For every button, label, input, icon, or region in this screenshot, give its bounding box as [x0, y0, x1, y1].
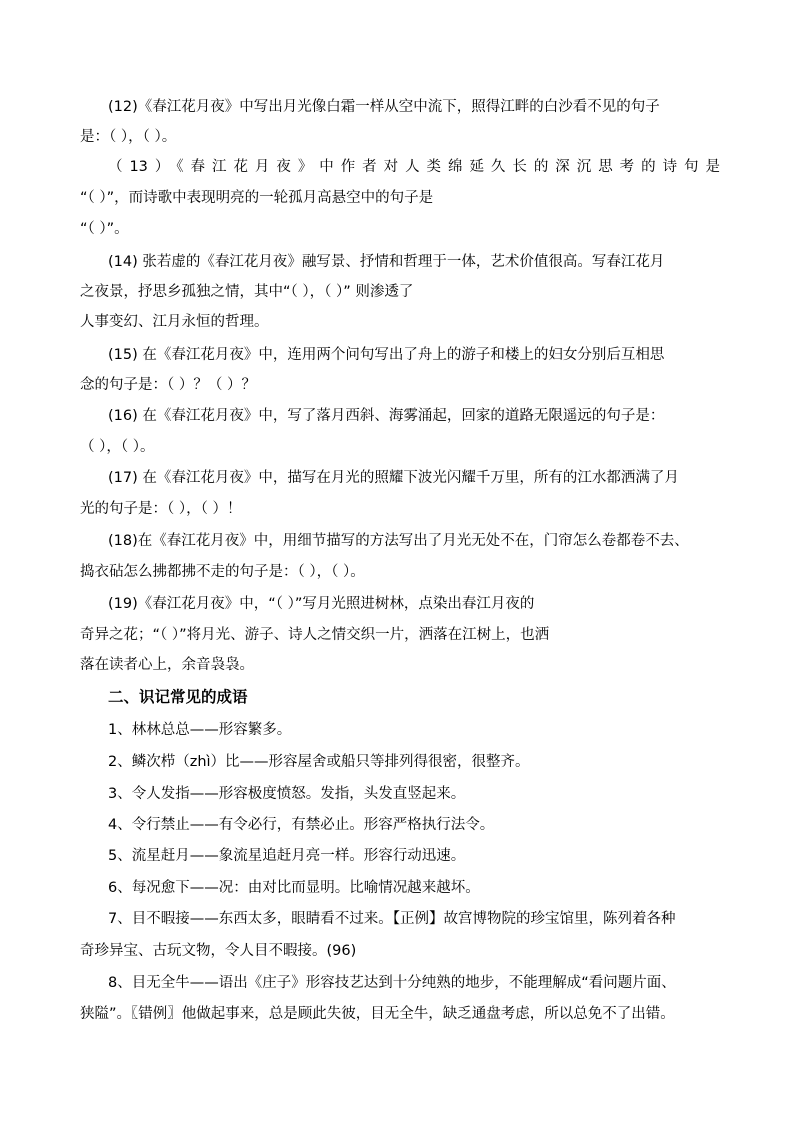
idiom-7-line-1: 7、目不暇接——东西太多，眼睛看不过来。【正例】故宫博物院的珍宝馆里，陈列着各种 — [108, 911, 676, 927]
section-heading-idioms: 二、识记常见的成语 — [108, 688, 248, 706]
q13-line-1: （13）《春江花月夜》中作者对人类绵延久长的深沉思考的诗句是 — [108, 159, 720, 175]
q16-line-2: （ ），（ ）。 — [80, 439, 155, 455]
q18-line-2: 捣衣砧怎么拂都拂不走的句子是：（ ），（ ）。 — [80, 564, 365, 580]
q16-line-1: (16) 在《春江花月夜》中，写了落月西斜、海雾涌起，回家的道路无限遥远的句子是： — [108, 408, 665, 424]
idiom-6: 6、每况愈下——况：由对比而显明。比喻情况越来越坏。 — [108, 880, 480, 896]
q19-line-3: 落在读者心上，余音袅袅。 — [80, 657, 254, 673]
q14-line-2: 之夜景，抒思乡孤独之情，其中“（ ），（ ）” 则渗透了 — [80, 284, 414, 300]
q15-line-1: (15) 在《春江花月夜》中，连用两个问句写出了舟上的游子和楼上的妇女分别后互相思 — [108, 347, 665, 363]
q12-line-2: 是：（ ），（ ）。 — [80, 129, 177, 145]
q12-line-1: (12)《春江花月夜》中写出月光像白霜一样从空中流下，照得江畔的白沙看不见的句子 — [108, 99, 660, 115]
q13-line-3: “（ ）”。 — [80, 221, 129, 237]
idiom-7-line-2: 奇珍异宝、古玩文物，令人目不暇接。(96) — [80, 943, 357, 959]
idiom-8-line-1: 8、目无全牛——语出《庄子》形容技艺达到十分纯熟的地步，不能理解成“看问题片面、 — [108, 975, 676, 991]
q14-line-1: (14) 张若虚的《春江花月夜》融写景、抒情和哲理于一体，艺术价值很高。写春江花月 — [108, 254, 665, 270]
q13-line-2: “（ ）”，而诗歌中表现明亮的一轮孤月高悬空中的句子是 — [80, 190, 434, 206]
idiom-4: 4、令行禁止——有令必行，有禁必止。形容严格执行法令。 — [108, 817, 495, 833]
q14-line-3: 人事变幻、江月永恒的哲理。 — [80, 314, 269, 330]
idiom-3: 3、令人发指——形容极度愤怒。发指，头发直竖起来。 — [108, 786, 466, 802]
q15-line-2: 念的句子是：（ ）？（ ）？ — [80, 377, 256, 393]
idiom-1: 1、林林总总——形容繁多。 — [108, 722, 292, 738]
q18-line-1: (18)在《春江花月夜》中，用细节描写的方法写出了月光无处不在，门帘怎么卷都卷不去、 — [108, 533, 689, 549]
idiom-8-line-2: 狭隘”。〖错例〗他做起事来，总是顾此失彼，目无全牛，缺乏通盘考虑，所以总免不了出错。 — [80, 1006, 675, 1022]
q19-line-2: 奇异之花；“（ ）”将月光、游子、诗人之情交织一片，洒落在江树上，也洒 — [80, 627, 550, 643]
idiom-5: 5、流星赶月——象流星追赶月亮一样。形容行动迅速。 — [108, 848, 466, 864]
q17-line-1: (17) 在《春江花月夜》中，描写在月光的照耀下波光闪耀千万里，所有的江水都洒满了月 — [108, 470, 679, 486]
idiom-2: 2、鳞次栉（zhì）比——形容屋舍或船只等排列得很密，很整齐。 — [108, 754, 530, 770]
q19-line-1: (19)《春江花月夜》中，“（ ）”写月光照进树林，点染出春江月夜的 — [108, 596, 535, 612]
q17-line-2: 光的句子是：（ ），（ ）！ — [80, 501, 242, 517]
